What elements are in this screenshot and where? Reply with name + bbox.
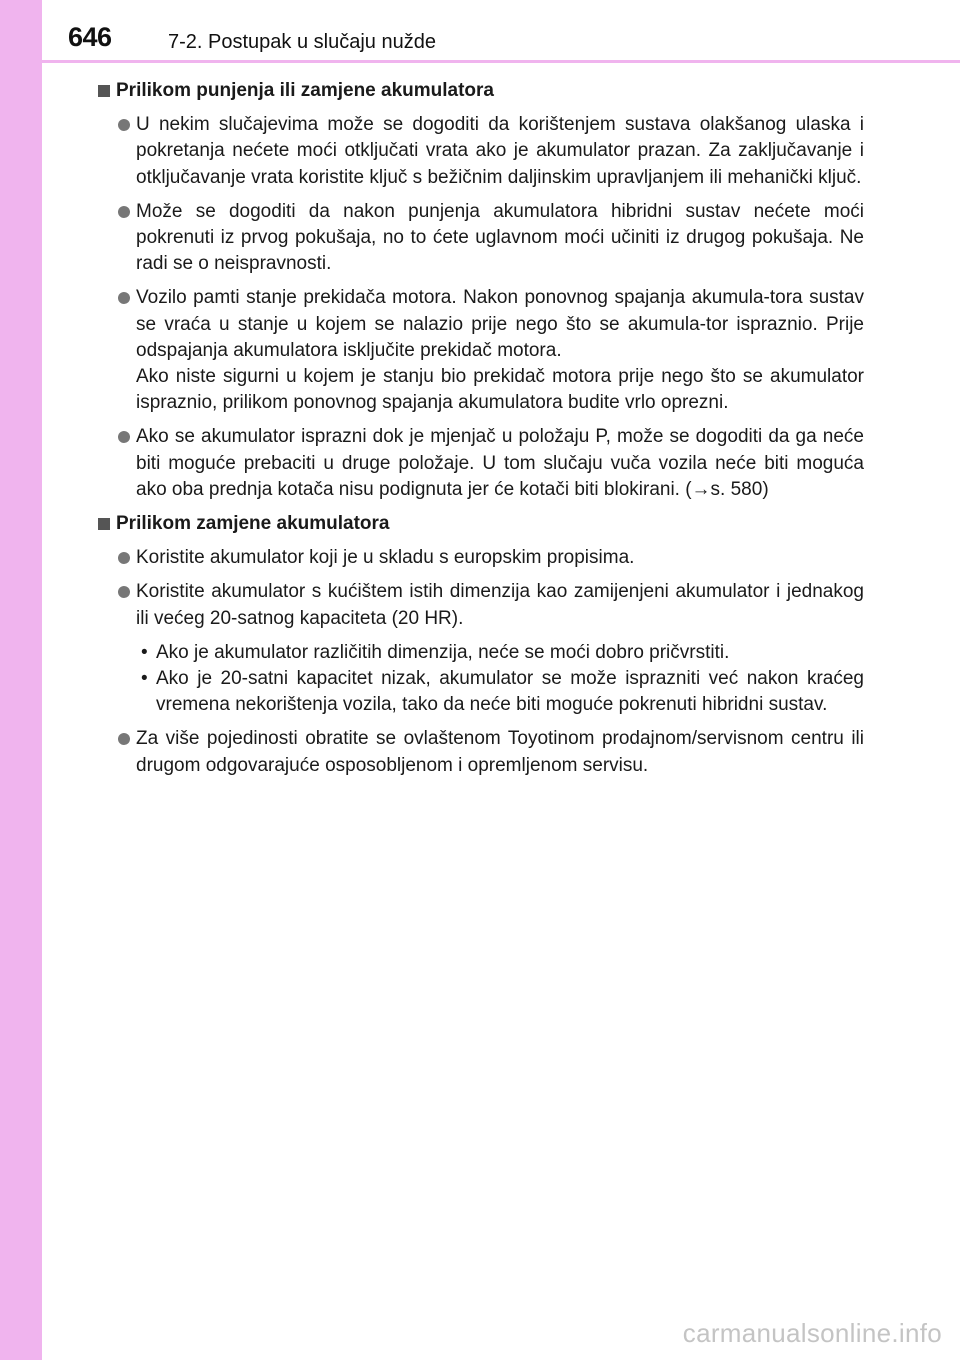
section-heading (98, 511, 864, 537)
square-bullet-icon (98, 518, 110, 530)
list-item (98, 545, 864, 571)
list-item-text: U nekim slučajevima može se dogoditi da korištenjem sustava olakšanog ulaska i pokretanja nećete moći otključati vrata ako je akumulator prazan. Za zaključavanje i otključavanje vrata koristite ključ s bežičnim daljinskim upravljanjem ili mehanički ključ. (136, 114, 864, 188)
list-item (98, 199, 864, 278)
list-item-text: Koristite akumulator s kućištem istih dimenzija kao zamijenjeni akumulator i jednakog ili većeg 20-satnog kapaciteta (20 HR). (136, 581, 864, 629)
list-item-text: Ako se akumulator isprazni dok je mjenjač u položaju P, može se dogoditi da ga neće biti moguće prebaciti u druge položaje. U tom slučaju vuča vozila neće biti moguća ako oba prednja kotača nisu podignuta jer će kotači biti blokirani. (→s. 580) (136, 426, 864, 500)
list-item-text: Vozilo pamti stanje prekidača motora. Nakon ponovnog spajanja akumula-tora sustav se vraća u stanje u kojem se nalazio prije nego što se akumula-tor ispraznio. Prije odspajanja akumulatora isključite prekidač motora. (136, 287, 864, 361)
round-bullet-icon (118, 119, 130, 131)
square-bullet-icon (98, 85, 110, 97)
sub-list-item-text: Ako je 20-satni kapacitet nizak, akumulator se može isprazniti već nakon kraćeg vremena nekorištenja vozila, tako da neće biti moguće pokrenuti hibridni sustav. (156, 668, 864, 716)
chapter-title: 7-2. Postupak u slučaju nužde (168, 31, 436, 53)
list-item (98, 424, 864, 503)
round-bullet-icon (118, 431, 130, 443)
list-item (98, 726, 864, 778)
sub-bullet-icon: • (141, 668, 148, 690)
sub-list-item-text: Ako je akumulator različitih dimenzija, neće se moći dobro pričvrstiti. (156, 641, 730, 663)
list-item-text: Koristite akumulator koji je u skladu s europskim propisima. (136, 547, 635, 569)
list-item-text: Za više pojedinosti obratite se ovlaštenom Toyotinom prodajnom/servisnom centru ili drugom odgovarajuće osposobljenom i opremljenom servisu. (136, 728, 864, 776)
section-heading (98, 78, 864, 104)
list-item (98, 579, 864, 631)
round-bullet-icon (118, 733, 130, 745)
header-rule (42, 60, 960, 63)
sub-list-item (98, 666, 864, 718)
round-bullet-icon (118, 552, 130, 564)
list-item (98, 285, 864, 416)
sub-list-item (98, 640, 864, 666)
round-bullet-icon (118, 292, 130, 304)
list-item (98, 112, 864, 191)
sub-bullet-icon: • (141, 641, 148, 663)
list-item-text: Može se dogoditi da nakon punjenja akumulatora hibridni sustav nećete moći pokrenuti iz prvog pokušaja, no to ćete uglavnom moći učiniti iz drugog pokušaja. Ne radi se o neispravnosti. (136, 200, 864, 275)
round-bullet-icon (118, 586, 130, 598)
section-heading-text: Prilikom zamjene akumulatora (116, 513, 390, 535)
main-content (98, 78, 864, 787)
list-item-text-continued: Ako niste sigurni u kojem je stanju bio prekidač motora prije nego što se akumulator ispraznio, prilikom ponovnog spajanja akumulatora budite vrlo oprezni. (136, 366, 864, 414)
section-heading-text: Prilikom punjenja ili zamjene akumulatora (116, 80, 494, 101)
watermark: carmanualsonline.info (682, 1318, 942, 1348)
side-color-band (0, 0, 42, 1360)
page-number: 646 (68, 22, 112, 52)
round-bullet-icon (118, 206, 130, 218)
sub-list (98, 640, 864, 719)
